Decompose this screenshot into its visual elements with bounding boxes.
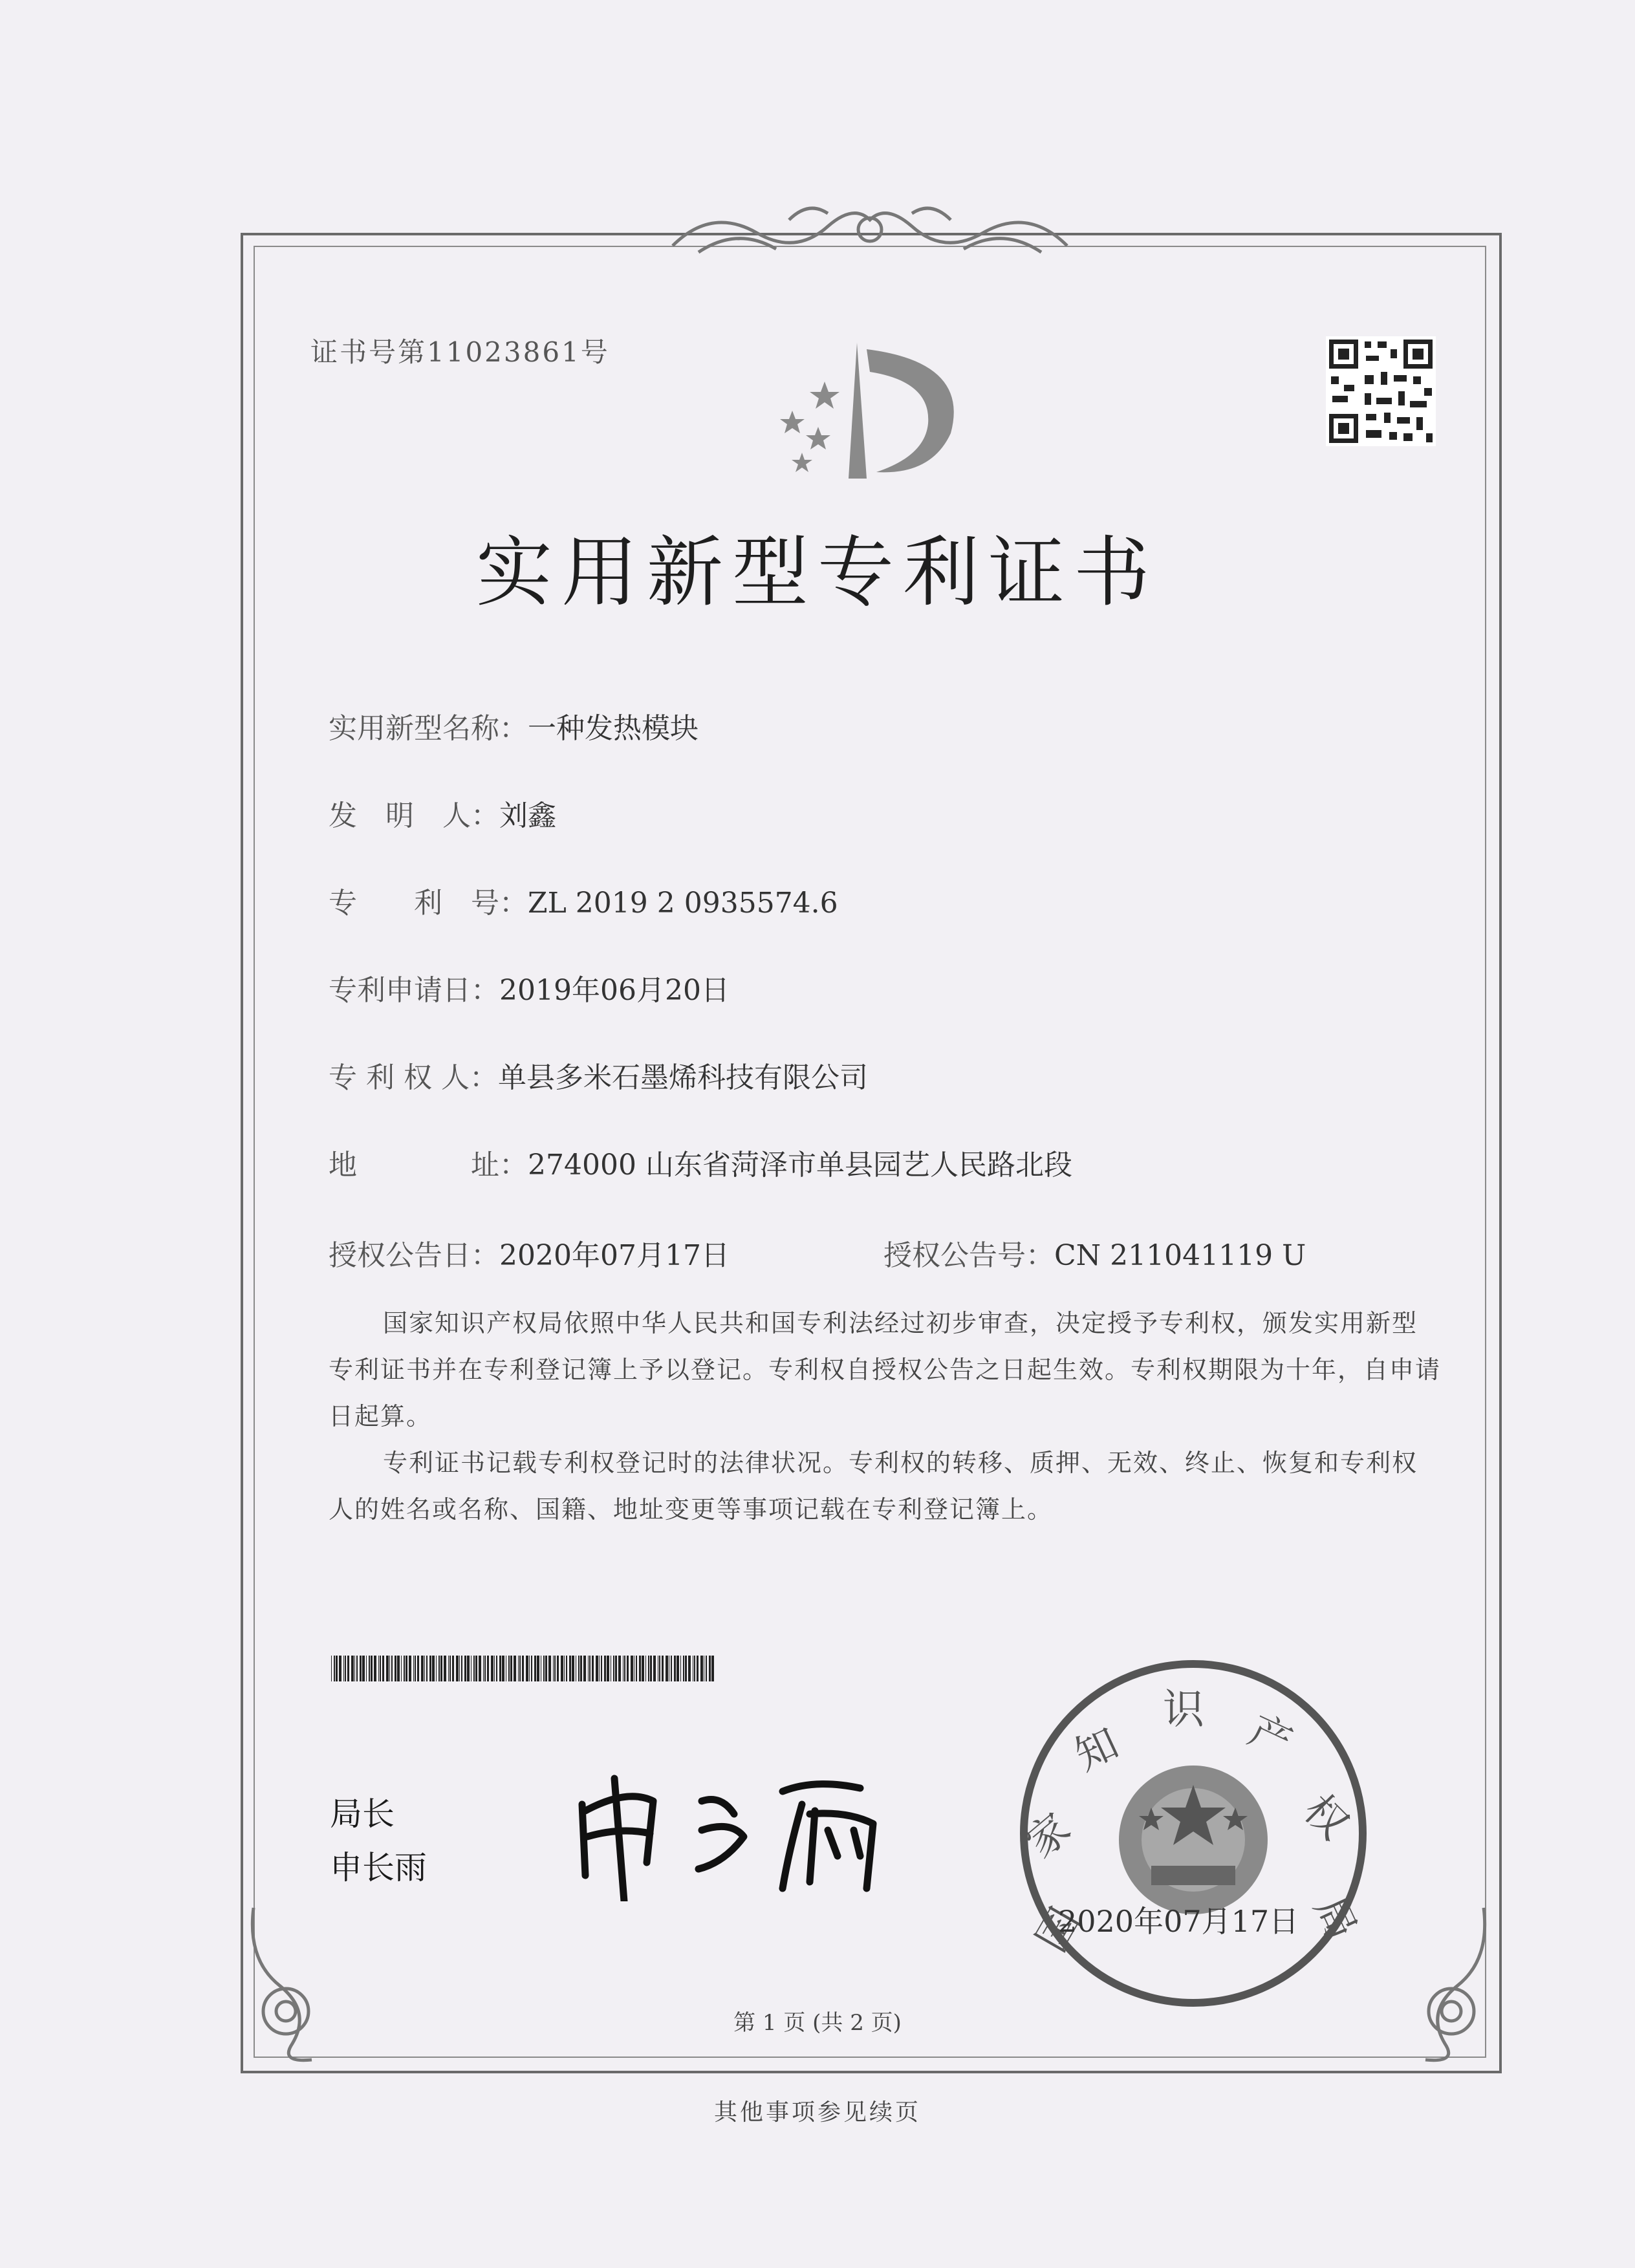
barcode-bar xyxy=(569,1656,571,1681)
barcode-bar xyxy=(662,1656,664,1681)
barcode-bar xyxy=(627,1656,629,1681)
barcode-bar xyxy=(496,1656,497,1681)
barcode-bar xyxy=(607,1656,609,1681)
barcode-bar xyxy=(331,1656,332,1681)
field-patentee xyxy=(329,1054,868,1096)
barcode-bar xyxy=(448,1656,449,1681)
barcode-bar xyxy=(464,1656,466,1681)
field-value: 2019年06月20日 xyxy=(499,974,730,1007)
barcode-bar xyxy=(483,1656,484,1681)
barcode-bar xyxy=(343,1656,344,1681)
barcode-bar xyxy=(487,1656,489,1681)
barcode-bar xyxy=(444,1656,446,1681)
field-value: 274000 山东省菏泽市单县园艺人民路北段 xyxy=(528,1149,1072,1182)
barcode-bar xyxy=(395,1656,396,1681)
field-value: 单县多米石墨烯科技有限公司 xyxy=(497,1061,868,1094)
barcode-bar xyxy=(449,1656,451,1681)
barcode-bar xyxy=(356,1656,358,1681)
barcode-bar xyxy=(519,1656,521,1681)
seal-date: 2020年07月17日 xyxy=(1058,1904,1299,1939)
barcode-bar xyxy=(592,1656,594,1681)
legal-paragraph-1: 国家知识产权局依照中华人民共和国专利法经过初步审查，决定授予专利权，颁发实用新型专利证书并在专利登记簿上予以登记。专利权自授权公告之日起生效。专利权期限为十年，自申请日起算。 xyxy=(329,1309,1442,1431)
barcode-bar xyxy=(650,1656,652,1681)
barcode-bar xyxy=(700,1656,703,1681)
barcode-bar xyxy=(680,1656,681,1681)
barcode-bar xyxy=(360,1656,362,1681)
barcode-bar xyxy=(659,1656,660,1681)
field-address xyxy=(329,1141,1072,1183)
footer-note: 其他事项参见续页 xyxy=(713,2099,921,2126)
barcode-bar xyxy=(666,1656,668,1681)
field-grant-number xyxy=(883,1232,1306,1273)
barcode-bar xyxy=(566,1656,567,1681)
barcode-bar xyxy=(554,1656,556,1681)
barcode-bar xyxy=(456,1656,459,1681)
barcode-bar xyxy=(557,1656,559,1681)
bottom-right-ornament xyxy=(1387,1901,1497,2069)
barcode-bar xyxy=(518,1656,519,1681)
field-filing-date xyxy=(329,967,730,1008)
barcode-bar xyxy=(564,1656,565,1681)
barcode-bar xyxy=(543,1656,545,1681)
field-value: CN 211041119 U xyxy=(1054,1239,1306,1272)
barcode-bar xyxy=(653,1656,656,1681)
legal-paragraph-2: 专利证书记载专利权登记时的法律状况。专利权的转移、质押、无效、终止、恢复和专利权人的姓名或名称、国籍、地址变更等事项记载在专利登记簿上。 xyxy=(329,1449,1418,1524)
barcode-bar xyxy=(694,1656,695,1681)
barcode-bar xyxy=(601,1656,602,1681)
barcode-bar xyxy=(491,1656,493,1681)
barcode-bar xyxy=(572,1656,574,1681)
barcode-bar xyxy=(397,1656,400,1681)
barcode-bar xyxy=(439,1656,440,1681)
barcode-bar xyxy=(378,1656,379,1681)
barcode-bar xyxy=(685,1656,687,1681)
barcode-bar xyxy=(354,1656,355,1681)
barcode-bar xyxy=(615,1656,617,1681)
barcode-bar xyxy=(362,1656,365,1681)
barcode-bar xyxy=(639,1656,641,1681)
barcode-bar xyxy=(706,1656,707,1681)
field-value: 一种发热模块 xyxy=(528,712,698,745)
barcode-bar xyxy=(677,1656,679,1681)
barcode-bar xyxy=(578,1656,579,1681)
barcode-bar xyxy=(711,1656,714,1681)
barcode-bar xyxy=(374,1656,376,1681)
barcode-bar xyxy=(537,1656,539,1681)
barcode-bar xyxy=(604,1656,606,1681)
barcode-bar xyxy=(613,1656,614,1681)
barcode-bar xyxy=(631,1656,633,1681)
barcode-bar xyxy=(709,1656,711,1681)
official-seal-stamp xyxy=(1012,1652,1374,2014)
barcode-bar xyxy=(526,1656,528,1681)
barcode-bar xyxy=(514,1656,516,1681)
legal-text xyxy=(329,1300,1441,1533)
barcode-bar xyxy=(624,1656,625,1681)
field-label: 地 址： xyxy=(329,1149,528,1182)
barcode-bar xyxy=(429,1656,431,1681)
barcode-bar xyxy=(369,1656,370,1681)
barcode-bar xyxy=(648,1656,649,1681)
barcode-bar xyxy=(671,1656,672,1681)
field-label: 专 利 权 人： xyxy=(329,1061,498,1094)
barcode-bar xyxy=(531,1656,532,1681)
barcode-bar xyxy=(386,1656,389,1681)
svg-text:权: 权 xyxy=(1294,1786,1358,1849)
barcode-bar xyxy=(510,1656,512,1681)
barcode-bar xyxy=(382,1656,384,1681)
svg-text:国: 国 xyxy=(1027,1900,1090,1960)
barcode-bar xyxy=(683,1656,684,1681)
barcode-bar xyxy=(642,1656,644,1681)
qr-code-icon xyxy=(1326,336,1436,446)
barcode-bar xyxy=(674,1656,676,1681)
barcode-bar xyxy=(484,1656,486,1681)
barcode-bar xyxy=(561,1656,563,1681)
barcode-bar xyxy=(440,1656,442,1681)
barcode-bar xyxy=(339,1656,341,1681)
barcode-bar xyxy=(409,1656,411,1681)
barcode-bar xyxy=(345,1656,346,1681)
bottom-left-ornament xyxy=(241,1901,351,2069)
svg-text:识: 识 xyxy=(1163,1686,1204,1734)
field-value: ZL 2019 2 0935574.6 xyxy=(528,887,838,920)
page-indicator: 第 1 页 (共 2 页) xyxy=(733,2010,902,2036)
barcode-bar xyxy=(389,1656,390,1681)
field-patent-number xyxy=(329,880,838,921)
barcode-bar xyxy=(432,1656,435,1681)
barcode-bar xyxy=(475,1656,477,1681)
field-label: 授权公告日： xyxy=(329,1239,499,1272)
barcode-bar xyxy=(461,1656,462,1681)
svg-text:家: 家 xyxy=(1017,1804,1080,1868)
field-label: 实用新型名称： xyxy=(329,712,528,745)
svg-text:产: 产 xyxy=(1241,1706,1299,1768)
svg-text:局: 局 xyxy=(1304,1889,1366,1947)
field-value: 2020年07月17日 xyxy=(499,1239,730,1272)
barcode-bar xyxy=(688,1656,691,1681)
barcode-bar xyxy=(467,1656,470,1681)
barcode-bar xyxy=(499,1656,501,1681)
barcode-bar xyxy=(583,1656,586,1681)
barcode-bar xyxy=(413,1656,414,1681)
barcode-bar xyxy=(436,1656,437,1681)
field-label: 发 明 人： xyxy=(329,799,499,832)
barcode-bar xyxy=(580,1656,582,1681)
barcode-bar xyxy=(426,1656,428,1681)
field-inventor xyxy=(329,792,556,834)
barcode-bar xyxy=(618,1656,621,1681)
barcode-bar xyxy=(529,1656,530,1681)
barcode xyxy=(331,1656,716,1681)
field-utility-model-name xyxy=(329,705,698,746)
barcode-bar xyxy=(508,1656,510,1681)
barcode-bar xyxy=(596,1656,598,1681)
patent-emblem-logo xyxy=(763,336,983,491)
barcode-bar xyxy=(366,1656,367,1681)
barcode-bar xyxy=(553,1656,554,1681)
barcode-bar xyxy=(494,1656,495,1681)
barcode-bar xyxy=(336,1656,338,1681)
barcode-bar xyxy=(645,1656,646,1681)
barcode-bar xyxy=(479,1656,481,1681)
barcode-bar xyxy=(380,1656,381,1681)
barcode-bar xyxy=(417,1656,419,1681)
barcode-bar xyxy=(588,1656,589,1681)
certificate-number: 证书号第11023861号 xyxy=(310,336,610,368)
svg-text:知: 知 xyxy=(1068,1719,1126,1781)
barcode-bar xyxy=(697,1656,698,1681)
barcode-bar xyxy=(415,1656,416,1681)
barcode-bar xyxy=(459,1656,460,1681)
barcode-bar xyxy=(334,1656,335,1681)
field-label: 专 利 号： xyxy=(329,887,528,920)
barcode-bar xyxy=(534,1656,536,1681)
certificate-title: 实用新型专利证书 xyxy=(475,528,1159,617)
top-ornament xyxy=(660,194,1080,272)
signatory-title: 局长 xyxy=(330,1795,395,1833)
barcode-bar xyxy=(424,1656,425,1681)
barcode-bar xyxy=(371,1656,373,1681)
barcode-bar xyxy=(391,1656,393,1681)
barcode-bar xyxy=(347,1656,349,1681)
barcode-bar xyxy=(589,1656,590,1681)
barcode-bar xyxy=(545,1656,547,1681)
field-grant-date xyxy=(329,1232,730,1273)
barcode-bar xyxy=(351,1656,354,1681)
handwritten-signature xyxy=(569,1753,905,1901)
barcode-bar xyxy=(406,1656,407,1681)
barcode-bar xyxy=(473,1656,475,1681)
barcode-bar xyxy=(599,1656,600,1681)
barcode-bar xyxy=(522,1656,524,1681)
barcode-bar xyxy=(502,1656,504,1681)
barcode-bar xyxy=(548,1656,551,1681)
barcode-bar xyxy=(404,1656,405,1681)
field-label: 专利申请日： xyxy=(329,974,499,1007)
signatory-name: 申长雨 xyxy=(330,1849,427,1886)
barcode-bar xyxy=(636,1656,637,1681)
barcode-bar xyxy=(401,1656,402,1681)
field-label: 授权公告号： xyxy=(883,1239,1054,1272)
barcode-bar xyxy=(421,1656,424,1681)
field-value: 刘鑫 xyxy=(499,799,556,832)
barcode-bar xyxy=(452,1656,454,1681)
